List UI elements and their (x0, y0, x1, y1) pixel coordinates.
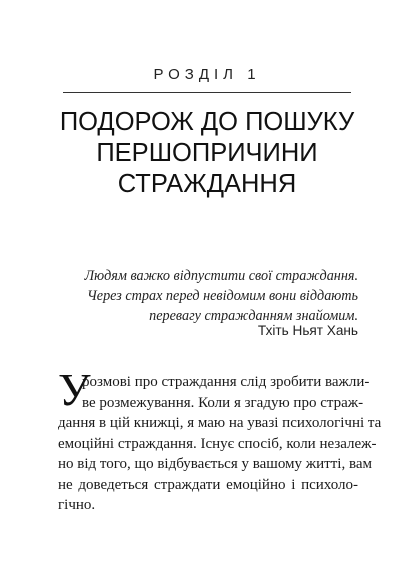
epigraph (38, 266, 358, 326)
body-line: ве розмежування. Коли я згадую про страж- (82, 394, 364, 411)
chapter-title-line: ПОДОРОЖ ДО ПОШУКУ (59, 108, 355, 136)
body-line: гічно. (58, 497, 96, 513)
body-line: розмові про страждання слід зробити важли- (82, 374, 370, 390)
chapter-label: РОЗДІЛ 1 (153, 66, 261, 83)
body-line: но від того, що відбувається у вашому житті, вам (58, 456, 372, 472)
epigraph-line: Людям важко відпустити свої страждання. (84, 268, 358, 284)
body-line: дання в цій книжці, я маю на увазі психологічні та (58, 415, 382, 431)
epigraph-line: Через страх перед невідомим вони віддають (87, 288, 358, 304)
epigraph-author: Тхіть Ньят Хань (257, 323, 358, 338)
body-line: не доведеться страждати емоційно і психоло- (58, 476, 358, 493)
body-line: емоційні страждання. Існує спосіб, коли незалеж- (58, 435, 377, 452)
body-paragraph (58, 372, 382, 516)
chapter-title-line: ПЕРШОПРИЧИНИ (96, 139, 318, 167)
chapter-divider (63, 92, 351, 93)
epigraph-line: перевагу стражданням знайомим. (149, 308, 358, 324)
chapter-title-line: СТРАЖДАННЯ (117, 170, 297, 198)
chapter-title (40, 107, 374, 200)
drop-cap: У (58, 364, 91, 415)
